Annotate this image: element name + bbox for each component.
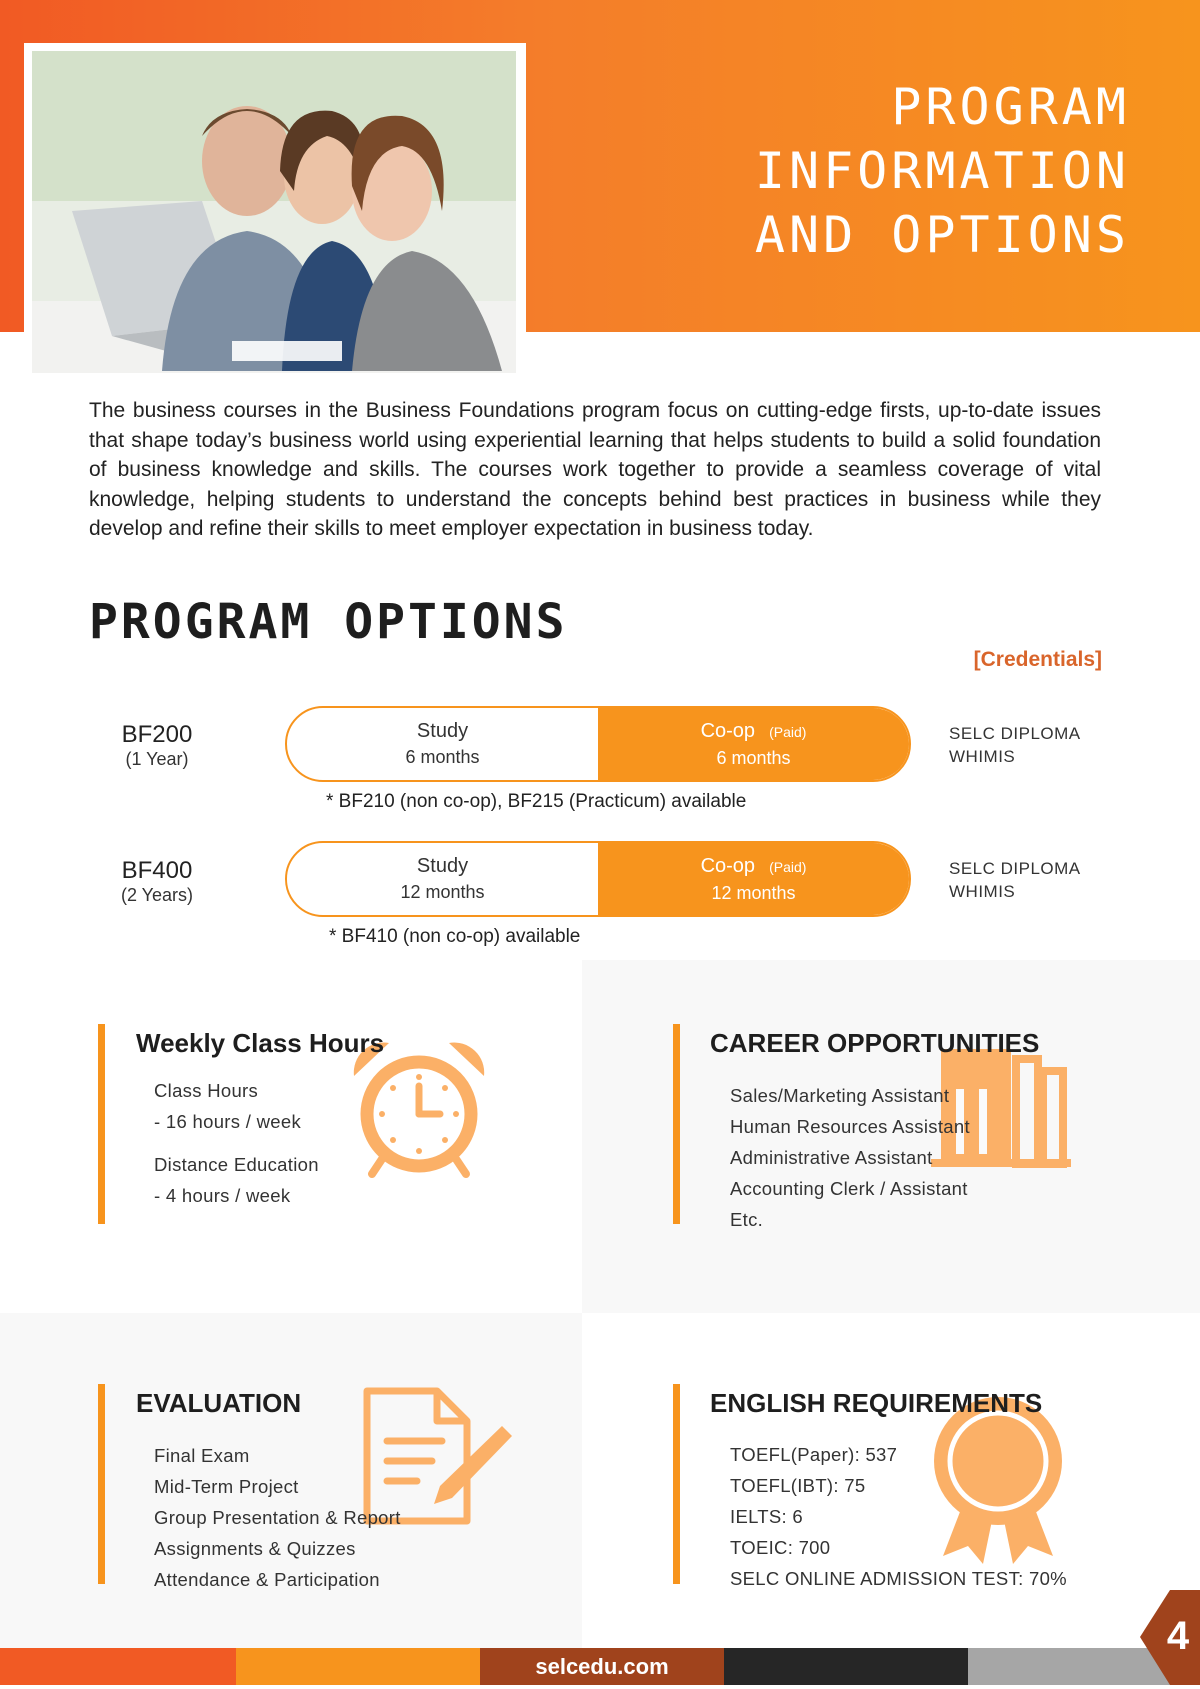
accent-bar bbox=[98, 1384, 105, 1584]
weekly-hours-section bbox=[98, 1024, 578, 1224]
paid-label: (Paid) bbox=[769, 858, 807, 875]
page-number: 4 bbox=[1166, 1614, 1190, 1658]
english-requirements-title: ENGLISH REQUIREMENTS bbox=[710, 1388, 1043, 1418]
evaluation-list bbox=[154, 1440, 401, 1595]
evaluation-section bbox=[98, 1384, 578, 1590]
credential-item: WHIMIS bbox=[949, 747, 1016, 766]
program-duration: (1 Year) bbox=[125, 749, 189, 769]
list-item: - 16 hours / week bbox=[154, 1111, 302, 1132]
program-code-bf400 bbox=[87, 857, 227, 906]
list-item: Assignments & Quizzes bbox=[154, 1538, 356, 1559]
footer-segment bbox=[724, 1648, 968, 1685]
list-item: Administrative Assistant bbox=[730, 1147, 933, 1168]
students-laptop-illustration bbox=[32, 51, 516, 373]
intro-paragraph: The business courses in the Business Foundations program focus on cutting-edge firsts, up-to-date issues that shape today’s business world using experiential learning that helps students to build a solid foundation of business knowledge and skills. The courses work together to provide a seamless coverage of vital knowledge, helping students to understand the concepts behind best practices in business while they develop and refine their skills to meet employer expectation in business today. bbox=[89, 399, 1101, 540]
study-label: Study bbox=[416, 720, 469, 742]
footer-segment bbox=[236, 1648, 480, 1685]
coop-label: Co-op bbox=[700, 719, 756, 742]
list-item: TOEFL(Paper): 537 bbox=[730, 1444, 898, 1465]
page-title bbox=[755, 75, 1130, 267]
list-item: Attendance & Participation bbox=[154, 1569, 380, 1590]
coop-label: Co-op bbox=[700, 854, 756, 877]
website-link[interactable]: selcedu.com bbox=[535, 1654, 669, 1679]
program-credentials-bf400 bbox=[949, 857, 1081, 903]
evaluation-title: EVALUATION bbox=[136, 1388, 302, 1418]
credential-item: SELC DIPLOMA bbox=[949, 724, 1081, 743]
list-item: Etc. bbox=[730, 1209, 764, 1230]
title-line-1: PROGRAM bbox=[891, 78, 1130, 136]
weekly-hours-list bbox=[154, 1080, 319, 1216]
program-timeline-bf400 bbox=[285, 841, 911, 917]
accent-bar bbox=[673, 1384, 680, 1584]
page-number-badge bbox=[1140, 1590, 1200, 1685]
career-section bbox=[673, 1024, 1193, 1230]
credential-item: SELC DIPLOMA bbox=[949, 859, 1081, 878]
list-item: Sales/Marketing Assistant bbox=[730, 1085, 950, 1106]
list-item: Mid-Term Project bbox=[154, 1476, 299, 1497]
credentials-label: [Credentials] bbox=[973, 648, 1102, 671]
career-list bbox=[730, 1080, 970, 1235]
accent-bar bbox=[98, 1024, 105, 1224]
study-months: 12 months bbox=[400, 882, 485, 902]
english-requirements-list bbox=[730, 1439, 1067, 1594]
program-timeline-bf200 bbox=[285, 706, 911, 782]
list-item: Human Resources Assistant bbox=[730, 1116, 970, 1137]
english-requirements-section bbox=[673, 1384, 1193, 1589]
credential-item: WHIMIS bbox=[949, 882, 1016, 901]
list-item: Final Exam bbox=[154, 1445, 250, 1466]
list-item: TOEIC: 700 bbox=[730, 1537, 831, 1558]
coop-months: 12 months bbox=[711, 882, 796, 903]
title-line-3: AND OPTIONS bbox=[754, 206, 1130, 264]
list-item: IELTS: 6 bbox=[730, 1506, 804, 1527]
program-options-title: PROGRAM OPTIONS bbox=[89, 594, 568, 650]
title-line-2: INFORMATION bbox=[754, 142, 1130, 200]
study-label: Study bbox=[416, 855, 469, 877]
footer-segment bbox=[0, 1648, 236, 1685]
program-note-bf200: * BF210 (non co-op), BF215 (Practicum) available bbox=[326, 791, 747, 812]
list-item: Group Presentation & Report bbox=[154, 1507, 401, 1528]
students-photo bbox=[32, 51, 516, 373]
career-title: CAREER OPPORTUNITIES bbox=[710, 1028, 1040, 1058]
accent-bar bbox=[673, 1024, 680, 1224]
list-item: Class Hours bbox=[154, 1080, 259, 1101]
program-code-bf200 bbox=[87, 721, 227, 770]
program-code: BF400 bbox=[121, 857, 193, 884]
weekly-hours-title: Weekly Class Hours bbox=[136, 1028, 385, 1058]
list-item: TOEFL(IBT): 75 bbox=[730, 1475, 866, 1496]
list-item: Accounting Clerk / Assistant bbox=[730, 1178, 968, 1199]
study-segment bbox=[287, 843, 598, 915]
program-duration: (2 Years) bbox=[120, 885, 194, 905]
list-item: SELC ONLINE ADMISSION TEST: 70% bbox=[730, 1568, 1067, 1589]
study-segment bbox=[287, 708, 598, 780]
coop-segment bbox=[598, 708, 909, 780]
list-item: - 4 hours / week bbox=[154, 1185, 291, 1206]
coop-months: 6 months bbox=[716, 747, 791, 768]
program-credentials-bf200 bbox=[949, 722, 1081, 768]
program-note-bf400: * BF410 (non co-op) available bbox=[329, 926, 581, 947]
coop-segment bbox=[598, 843, 909, 915]
paid-label: (Paid) bbox=[769, 723, 807, 740]
program-code: BF200 bbox=[121, 721, 193, 748]
study-months: 6 months bbox=[405, 747, 480, 767]
list-item: Distance Education bbox=[154, 1154, 319, 1175]
